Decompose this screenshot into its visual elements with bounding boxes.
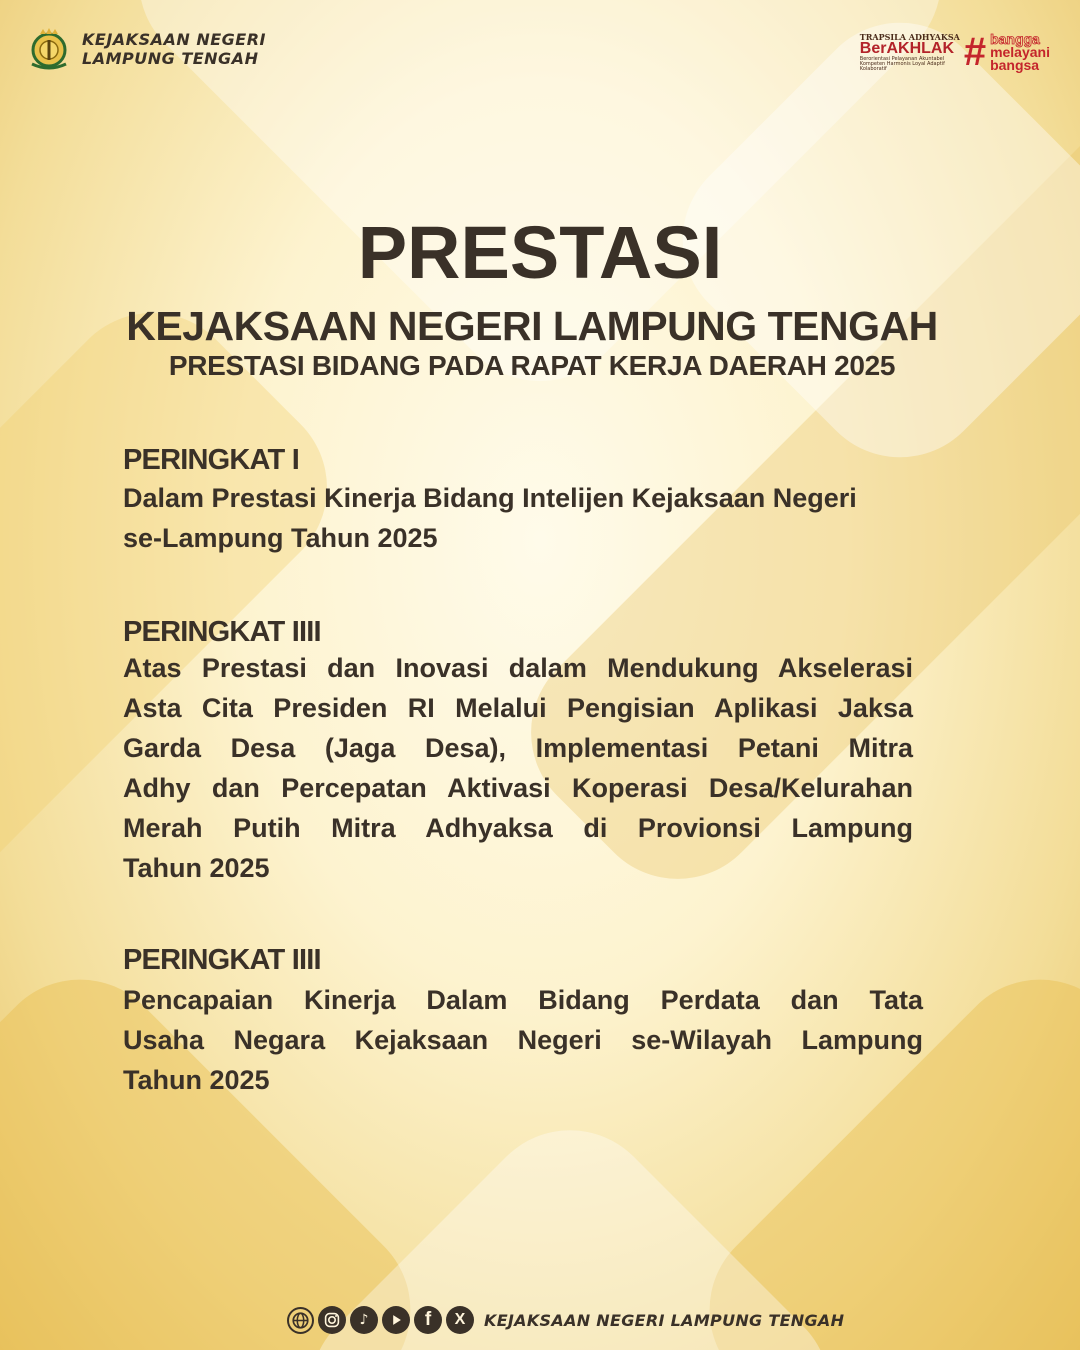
akhlak-sub-text: Berorientasi Pelayanan Akuntabel Kompeten Harmonis Loyal Adaptif Kolaboratif — [859, 55, 945, 72]
achievement-section-3 — [123, 944, 923, 1100]
x-icon[interactable]: X — [446, 1306, 474, 1334]
page-subtitle: KEJAKSAAN NEGERI LAMPUNG TENGAH — [126, 303, 938, 349]
berakhlak-logo — [860, 32, 1050, 72]
slogan-word-2: melayani — [990, 43, 1050, 60]
youtube-icon[interactable] — [382, 1306, 410, 1334]
achievement-section-1 — [123, 444, 923, 558]
description-line: Usaha Negara Kejaksaan Negeri se-Wilayah Lampung — [123, 1025, 923, 1055]
description-line: Dalam Prestasi Kinerja Bidang Intelijen Kejaksaan Negeri — [123, 483, 857, 513]
achievement-description — [123, 478, 923, 558]
description-line: Garda Desa (Jaga Desa), Implementasi Petani Mitra — [123, 733, 913, 763]
achievement-rank: PERINGKAT I — [123, 444, 299, 476]
kejaksaan-emblem-icon — [26, 26, 72, 72]
page-title: PRESTASI — [357, 211, 723, 294]
page-subtitle-2: PRESTASI BIDANG PADA RAPAT KERJA DAERAH 2025 — [168, 350, 896, 381]
description-line: Tahun 2025 — [123, 1065, 270, 1095]
kejaksaan-logo — [26, 26, 266, 72]
description-line: Atas Prestasi dan Inovasi dalam Mendukung Akselerasi — [123, 653, 913, 683]
footer-text: KEJAKSAAN NEGERI LAMPUNG TENGAH — [484, 1310, 845, 1330]
facebook-icon[interactable]: f — [414, 1306, 442, 1334]
description-line: Adhy dan Percepatan Aktivasi Koperasi Desa/Kelurahan — [123, 773, 913, 803]
achievement-rank: PERINGKAT IIII — [123, 616, 321, 648]
achievement-description — [123, 648, 913, 888]
akhlak-main-text: BerAKHLAK — [859, 39, 955, 57]
akhlak-top-text: TRAPSILA ADHYAKSA — [859, 31, 960, 42]
description-line: Asta Cita Presiden RI Melalui Pengisian Aplikasi Jaksa — [123, 693, 913, 723]
tiktok-icon[interactable]: ♪ — [350, 1306, 378, 1334]
slogan — [990, 30, 1050, 73]
achievement-rank: PERINGKAT IIII — [123, 944, 321, 976]
achievement-section-2 — [123, 616, 913, 888]
description-line: Tahun 2025 — [123, 853, 270, 883]
description-line: se-Lampung Tahun 2025 — [123, 523, 438, 553]
slogan-word-3: bangsa — [990, 56, 1040, 73]
hashtag-icon: # — [963, 30, 987, 74]
brand-line-2: LAMPUNG TENGAH — [82, 49, 259, 68]
achievement-description — [123, 980, 923, 1100]
slogan-word-1: bangga — [990, 30, 1040, 47]
description-line: Merah Putih Mitra Adhyaksa di Provionsi Lampung — [123, 813, 913, 843]
social-footer — [287, 1306, 844, 1334]
instagram-icon[interactable] — [318, 1306, 346, 1334]
description-line: Pencapaian Kinerja Dalam Bidang Perdata dan Tata — [123, 985, 923, 1015]
globe-icon[interactable] — [287, 1307, 314, 1334]
brand-line-1: KEJAKSAAN NEGERI — [82, 30, 266, 49]
